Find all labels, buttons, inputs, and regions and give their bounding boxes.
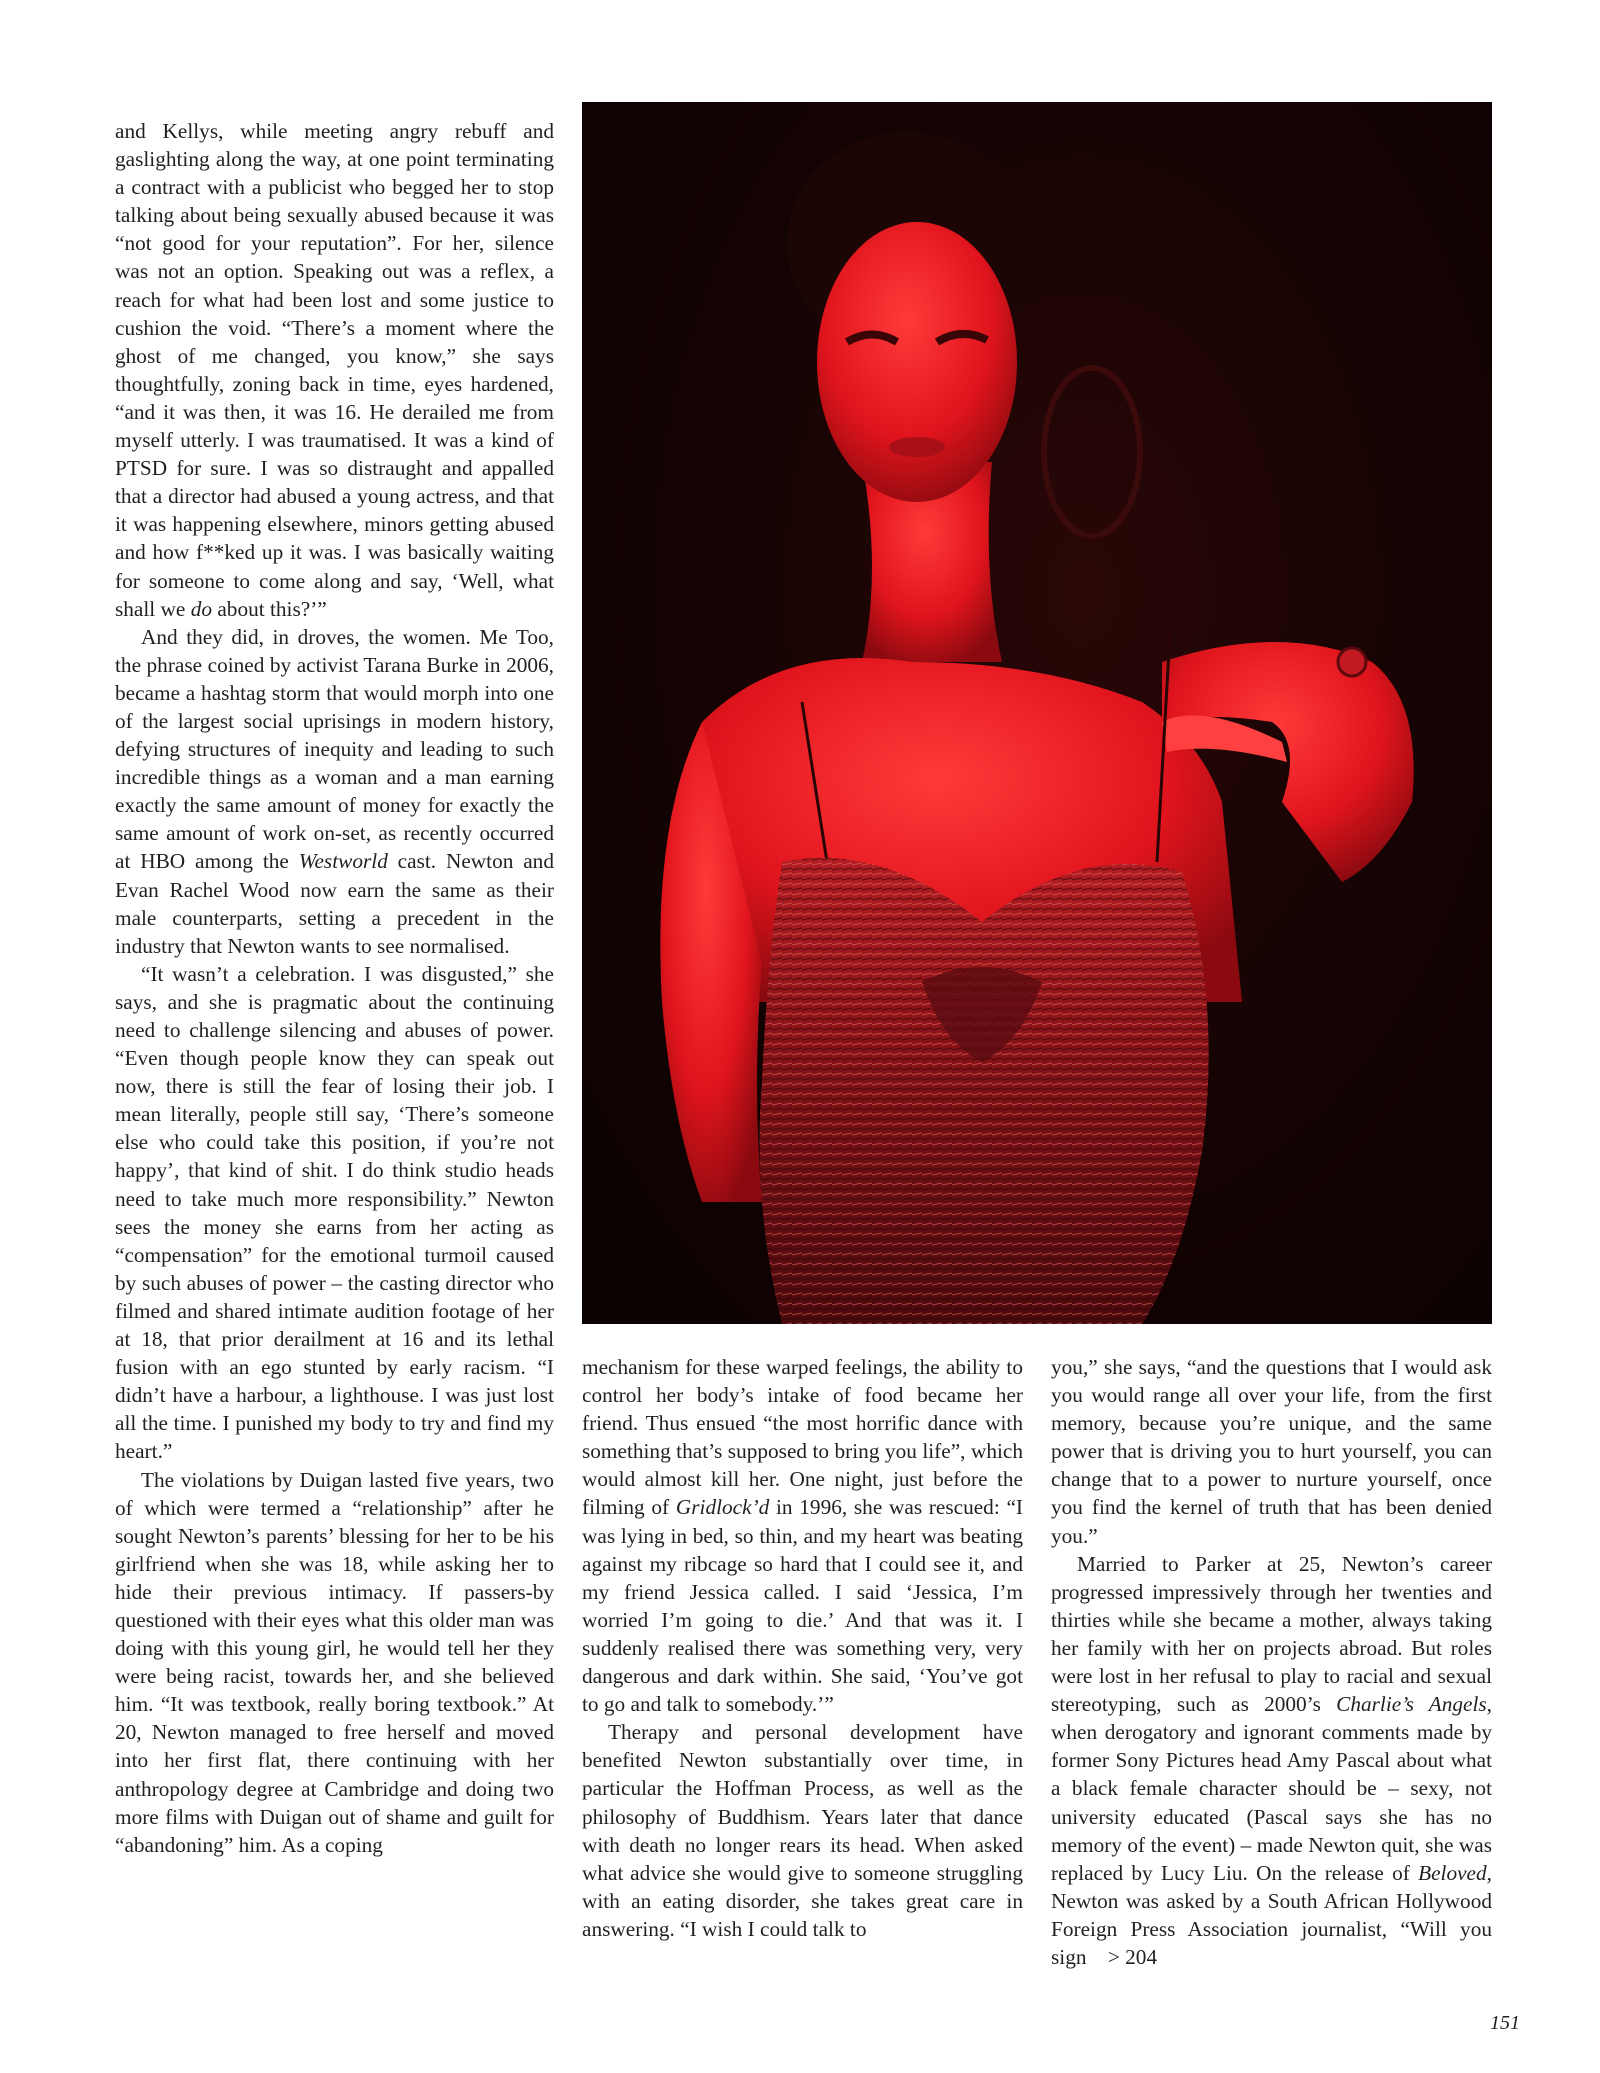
paragraph: The violations by Duigan lasted five years, two of which were termed a “relationship” after he sought Newton’s parents’ blessing for her to be his girlfriend when she was 18, while asking her to hide their previous intimacy. If passers-by questioned with their eyes what this older man was doing with this young girl, he would tell her they were being racist, towards her, and she believed him. “It was textbook, really boring textbook.” At 20, Newton managed to free herself and moved into her first flat, there continuing with her anthropology degree at Cambridge and doing two more films with Duigan out of shame and guilt for “abandoning” him. As a coping <box>115 1467 554 1857</box>
article-column-middle <box>582 1353 1023 1943</box>
article-column-right <box>1051 1353 1492 1971</box>
paragraph: And they did, in droves, the women. Me Too, the phrase coined by activist Tarana Burke in 2006, became a hashtag storm that would morph into one of the largest social uprisings in modern history, defying structures of inequity and leading to such incredible things as a woman and a man earning exactly the same amount of money for exactly the same amount of work on-set, as recently occurred at HBO among the Westworld cast. Newton and Evan Rachel Wood now earn the same as their male counterparts, setting a precedent in the industry that Newton wants to see normalised. <box>115 624 554 958</box>
paragraph: and Kellys, while meeting angry rebuff and gaslighting along the way, at one point terminating a contract with a publicist who begged her to stop talking about being sexually abused because it was “not good for your reputation”. For her, silence was not an option. Speaking out was a reflex, a reach for what had been lost and some justice to cushion the void. “There’s a moment where the ghost of me changed, you know,” she says thoughtfully, zoning back in time, eyes hardened, “and it was then, it was 16. He derailed me from myself utterly. I was traumatised. It was a kind of PTSD for sure. I was so distraught and appalled that a director had abused a young actress, and that it was happening elsewhere, minors getting abused and how f**ked up it was. I was basically waiting for someone to come along and say, ‘Well, what shall we do about this?’” <box>115 119 554 621</box>
paragraph: you,” she says, “and the questions that I would ask you would range all over your life, from the first memory, because you’re unique, and the same power that is driving you to hurt yourself, you can change that to a power to nurture yourself, once you find the kernel of truth that has been denied you.” <box>1051 1355 1492 1548</box>
paragraph: Therapy and personal development have benefited Newton substantially over time, in particular the Hoffman Process, as well as the philosophy of Buddhism. Years later that dance with death no longer rears its head. When asked what advice she would give to someone struggling with an eating disorder, she takes great care in answering. “I wish I could talk to <box>582 1720 1023 1941</box>
paragraph: Married to Parker at 25, Newton’s career progressed impressively through her twenties and thirties while she became a mother, always taking her family with her on projects abroad. But roles were lost in her refusal to play to racial and sexual stereotyping, such as 2000’s Charlie’s Angels, when derogatory and ignorant comments made by former Sony Pictures head Amy Pascal about what a black female character should be – sexy, not university educated (Pascal says she has no memory of the event) – made Newton quit, she was replaced by Lucy Liu. On the release of Beloved, Newton was asked by a South African Hollywood Foreign Press Association journalist, “Will you sign > 204 <box>1051 1551 1492 1969</box>
portrait-photo <box>582 102 1492 1324</box>
continued-marker: > 204 <box>1107 1944 1158 1969</box>
paragraph: mechanism for these warped feelings, the ability to control her body’s intake of food became her friend. Thus ensued “the most horrific dance with something that’s supposed to bring you life”, which would almost kill her. One night, just before the filming of Gridlock’d in 1996, she was rescued: “I was lying in bed, so thin, and my heart was beating against my ribcage so hard that I could see it, and my friend Jessica called. I said ‘Jessica, I’m worried I’m going to die.’ And that was it. I suddenly realised there was something very, very dangerous and dark within. She said, ‘You’ve got to go and talk to somebody.’” <box>582 1355 1023 1717</box>
paragraph: “It wasn’t a celebration. I was disgusted,” she says, and she is pragmatic about the continuing need to challenge silencing and abuses of power. “Even though people know they can speak out now, there is still the fear of losing their job. I mean literally, people still say, ‘There’s someone else who could take this position, if you’re not happy’, that kind of shit. I do think studio heads need to take much more responsibility.” Newton sees the money she earns from her acting as “compensation” for the emotional turmoil caused by such abuses of power – the casting director who filmed and shared intimate audition footage of her at 18, that prior derailment at 16 and its lethal fusion with an ego stunted by early racism. “I didn’t have a harbour, a lighthouse. I was just lost all the time. I punished my body to try and find my heart.” <box>115 961 554 1464</box>
page-number: 151 <box>1490 2012 1520 2034</box>
portrait-illustration <box>582 102 1492 1324</box>
article-column-left <box>115 117 554 1859</box>
